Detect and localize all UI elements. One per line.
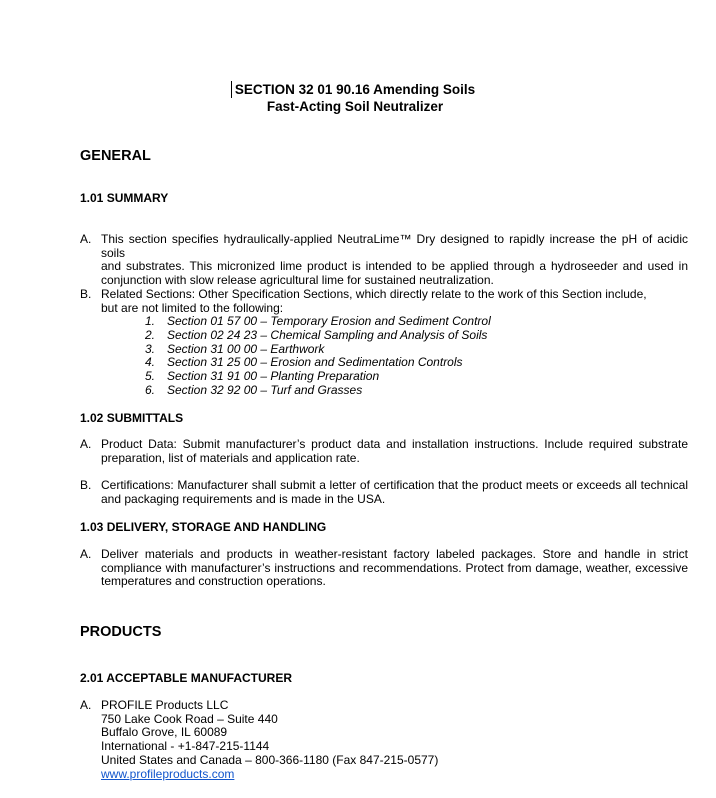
submittals-item-b [80, 479, 688, 506]
summary-item-a [80, 233, 688, 288]
address-line-1: 750 Lake Cook Road – Suite 440 [101, 711, 278, 726]
heading-summary: 1.01 SUMMARY [80, 191, 169, 205]
item-text: Related Sections: Other Specification Sections, which directly relate to the work of this Section include, but are not limited to the following: [101, 287, 647, 315]
item-label: B. [80, 287, 92, 301]
us-canada-phone: United States and Canada – 800-366-1180 (Fax 847-215-0577) [101, 752, 439, 767]
list-item: 1. Section 01 57 00 – Temporary Erosion and Sediment Control [145, 314, 491, 328]
list-item: 3. Section 31 00 00 – Earthwork [145, 341, 325, 356]
heading-submittals: 1.02 SUBMITTALS [80, 411, 184, 425]
international-phone: International - +1-847-215-1144 [101, 739, 270, 754]
heading-general: GENERAL [80, 148, 151, 164]
item-label: A. [80, 437, 92, 451]
item-label: A. [80, 698, 92, 712]
list-item: 5. Section 31 91 00 – Planting Preparation [145, 369, 380, 384]
delivery-item-a [80, 548, 688, 589]
item-text: Deliver materials and products in weather-resistant factory labeled packages. Store and handle in strict compliance with manufacturer’s instructions and recommendations. Protect from damage, weather, excessive temperatures and construction operations. [101, 547, 688, 589]
summary-item-b [80, 288, 688, 315]
item-text: Product Data: Submit manufacturer’s product data and installation instructions. Include required substrate preparation, list of materials and application rate. [101, 437, 688, 465]
item-text: This section specifies hydraulically-applied NeutraLime™ Dry designed to rapidly increase the pH of acidic soils and substrates. This micronized lime product is intended to be applied through a hydroseeder and used in conjunction with slow release agricultural lime for sustained neutralization. [101, 232, 688, 288]
list-item: 2. Section 02 24 23 – Chemical Sampling and Analysis of Soils [145, 327, 488, 342]
item-label: B. [80, 478, 92, 492]
address-line-2: Buffalo Grove, IL 60089 [101, 725, 228, 740]
item-label: A. [80, 232, 92, 246]
heading-products: PRODUCTS [80, 624, 162, 640]
submittals-item-a [80, 438, 688, 465]
website-link[interactable]: www.profileproducts.com [101, 766, 235, 781]
manufacturer-address [101, 699, 438, 781]
list-item: 4. Section 31 25 00 – Erosion and Sedimentation Controls [145, 355, 463, 370]
manufacturer-name: PROFILE Products LLC [101, 698, 229, 712]
section-subtitle: Fast-Acting Soil Neutralizer [266, 99, 444, 114]
heading-acceptable-manufacturer: 2.01 ACCEPTABLE MANUFACTURER [80, 671, 293, 685]
list-item: 6. Section 32 92 00 – Turf and Grasses [145, 382, 363, 397]
heading-delivery: 1.03 DELIVERY, STORAGE AND HANDLING [80, 520, 327, 534]
item-text: Certifications: Manufacturer shall submit a letter of certification that the product meets or exceeds all technical and packaging requirements and is made in the USA. [101, 478, 688, 506]
section-title: SECTION 32 01 90.16 Amending Soils [234, 82, 476, 97]
related-sections-list [145, 315, 491, 398]
item-label: A. [80, 547, 92, 561]
